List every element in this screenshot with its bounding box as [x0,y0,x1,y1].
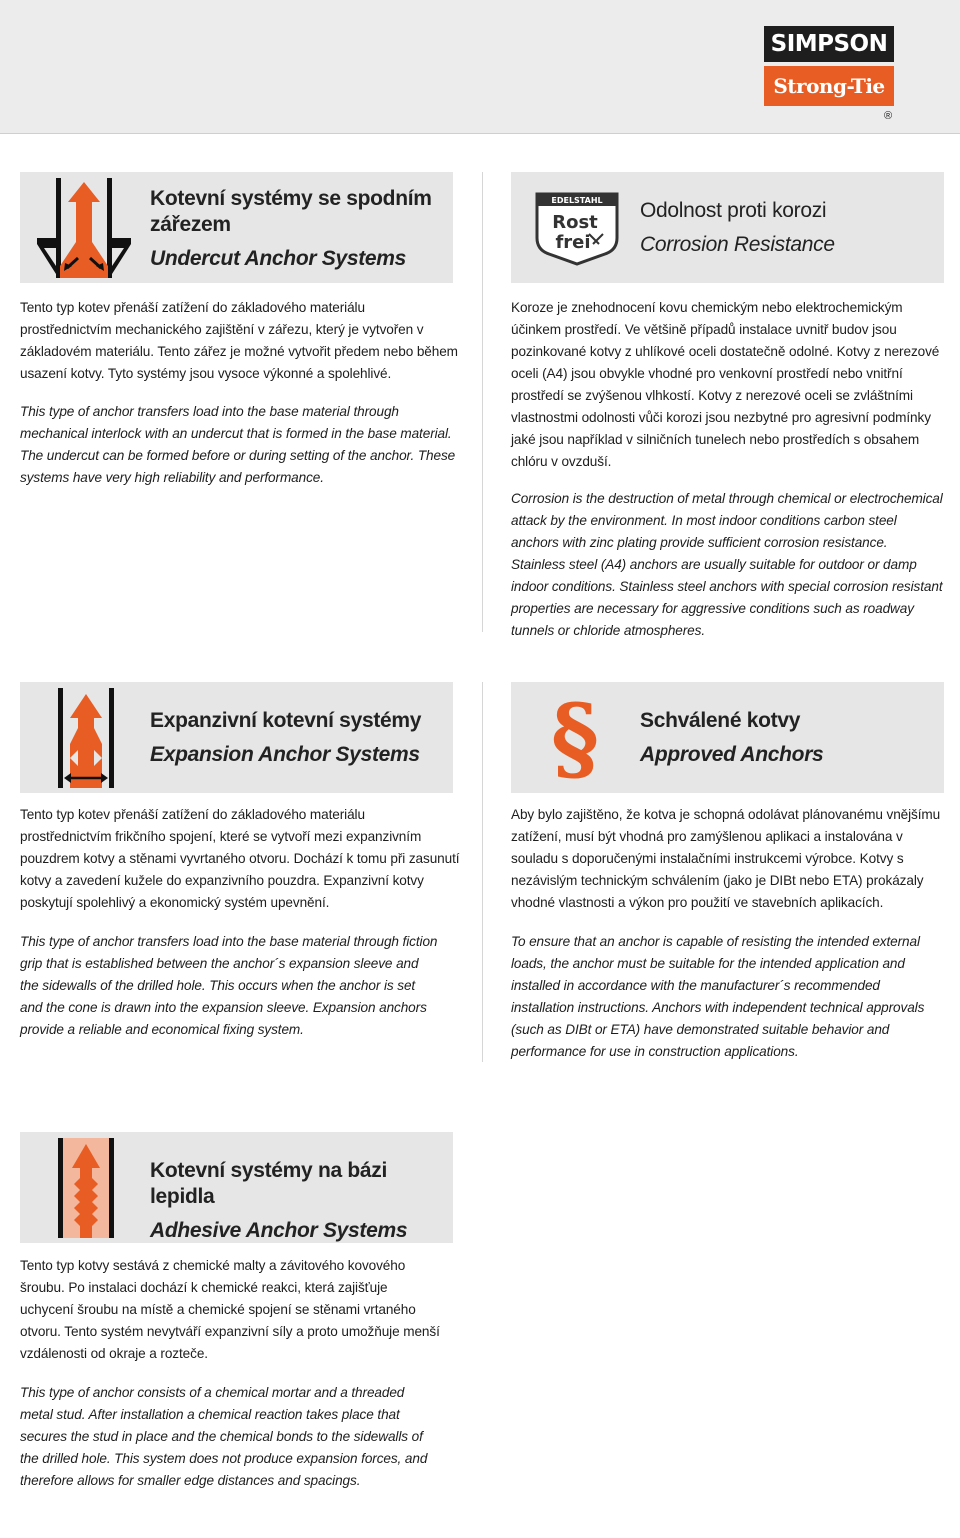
approved-body-en: To ensure that an anchor is capable of resisting the intended external loads, the anchor must be suitable for the intended application and installed in accordance with the manufacturer´s recommended installation instructions. Anchors with independent technical approvals (such as DIBt or ETA) have demonstrated suitable behavior and performance for use in construction applications. [511,934,925,1059]
expansion-title-cz: Expanzivní kotevní systémy [150,709,422,732]
top-banner [0,0,960,134]
undercut-anchor-icon [34,178,134,278]
stamp-main-text-1: Rost [552,212,598,233]
column-divider-2 [482,682,483,1062]
approved-title-en: Approved Anchors [640,743,824,766]
undercut-title-en: Undercut Anchor Systems [150,247,407,270]
corrosion-title-en: Corrosion Resistance [640,233,835,256]
logo-simpson-text: SIMPSON [764,26,894,62]
approved-title-cz: Schválené kotvy [640,709,801,732]
adhesive-header [20,1132,453,1243]
approved-body-cz: Aby bylo zajištěno, že kotva je schopná odolávat plánovanému vnějšímu zatížení, musí být vhodná pro zamýšlenou aplikaci a instalována v souladu s doporučenými instalačními instrukcemi výrobce. Kotvy s nezávislým technickým schválením (jako je DIBt nebo ETA) prokázaly vhodné vlastnosti a výkon pro použití ve stavebních aplikacích. [511,807,941,910]
undercut-body-cz: Tento typ kotev přenáší zatížení do základového materiálu prostřednictvím mechanického zajištění v zářezu, který je vytvořen v základovém materiálu. Tento zářez je možné vytvořit předem nebo během usazení kotvy. Tyto systémy jsou vysoce výkonné a spolehlivé. [20,300,458,381]
adhesive-body-cz: Tento typ kotvy sestává z chemické malty a závitového kovového šroubu. Po instalaci dochází k chemické reakci, která zajišťuje uchycení šroubu na místě a chemické spojení se stěnami vrtaného otvoru. Tento systém nevytváří expanzivní síly a proto umožňuje menší vzdálenosti od okraje a rozteče. [20,1258,440,1361]
adhesive-title-en: Adhesive Anchor Systems [150,1219,408,1242]
adhesive-title-cz: Kotevní systémy na bázi lepidla [150,1159,388,1208]
corrosion-header [511,172,944,283]
simpson-strongtie-logo [764,26,894,106]
section-sign-icon: § [550,684,600,792]
column-divider-1 [482,172,483,632]
expansion-title-en: Expansion Anchor Systems [150,743,420,766]
undercut-body-en: This type of anchor transfers load into the base material through mechanical interlock with an undercut that is formed in the base material. The undercut can be formed before or during setting of the anchor. These systems have very high reliability and performance. [20,404,456,485]
undercut-header [20,172,453,283]
approved-header [511,682,944,793]
adhesive-anchor-icon [56,1138,116,1238]
corrosion-title-cz: Odolnost proti korozi [640,199,827,222]
expansion-body-cz: Tento typ kotev přenáší zatížení do základového materiálu prostřednictvím frikčního spojení, které se vytvoří mezi expanzivním pouzdrem kotvy a stěnami vyvrtaného otvoru. Dochází k tomu při zasunutí kotvy a zavedení kužele do expanzivního pouzdra. Expanzivní kotvy poskytují spolehlivý a ekonomický systém upevnění. [20,807,460,910]
registered-mark: ® [884,110,893,122]
corrosion-body-en: Corrosion is the destruction of metal through chemical or electrochemical attack by the environment. In most indoor conditions carbon steel anchors with zinc plating provide sufficient corrosion resistance. Stainless steel (A4) anchors are usually suitable for outdoor or damp indoor conditions. Stainless steel anchors with special corrosion resistant properties are necessary for aggressive conditions such as roadway tunnels or chloride atmospheres. [511,491,943,638]
adhesive-body-en: This type of anchor consists of a chemical mortar and a threaded metal stud. After installation a chemical reaction takes place that secures the stud in place and the chemical bonds to the sidewalls of the drilled hole. This system does not produce expansion forces, and therefore allows for smaller edge distances and spacings. [20,1385,428,1488]
expansion-anchor-icon [56,688,116,788]
logo-strongtie-text: Strong-Tie [764,66,894,106]
corrosion-body-cz: Koroze je znehodnocení kovu chemickým nebo elektrochemickým účinkem prostředí. Ve většině případů instalace uvnitř budov jsou pozinkované kotvy z uhlíkové oceli dostatečně odolné. Kotvy z nerezové oceli (A4) jsou obvykle vhodné pro venkovní prostředí nebo vnitřní prostředí se zvýšenou vlhkostí. Kotvy z nerezové oceli se zvláštními vlastnostmi odolnosti vůči korozi jsou nezbytné pro agresivní podmínky jaké jsou například v silničních tunelech nebo prostředích s obsahem chlóru v ovzduší. [511,300,940,469]
stamp-top-text: EDELSTAHL [551,196,603,205]
stamp-main-text-2: frei [555,232,591,253]
undercut-title-cz: Kotevní systémy se spodním zářezem [150,187,432,236]
rostfrei-stamp-icon [529,190,625,266]
expansion-header [20,682,453,793]
expansion-body-en: This type of anchor transfers load into the base material through fiction grip that is established between the anchor´s expansion sleeve and the sidewalls of the drilled hole. This occurs when the anchor is set and the cone is drawn into the expansion sleeve. Expansion anchors provide a reliable and economical fixing system. [20,934,438,1037]
